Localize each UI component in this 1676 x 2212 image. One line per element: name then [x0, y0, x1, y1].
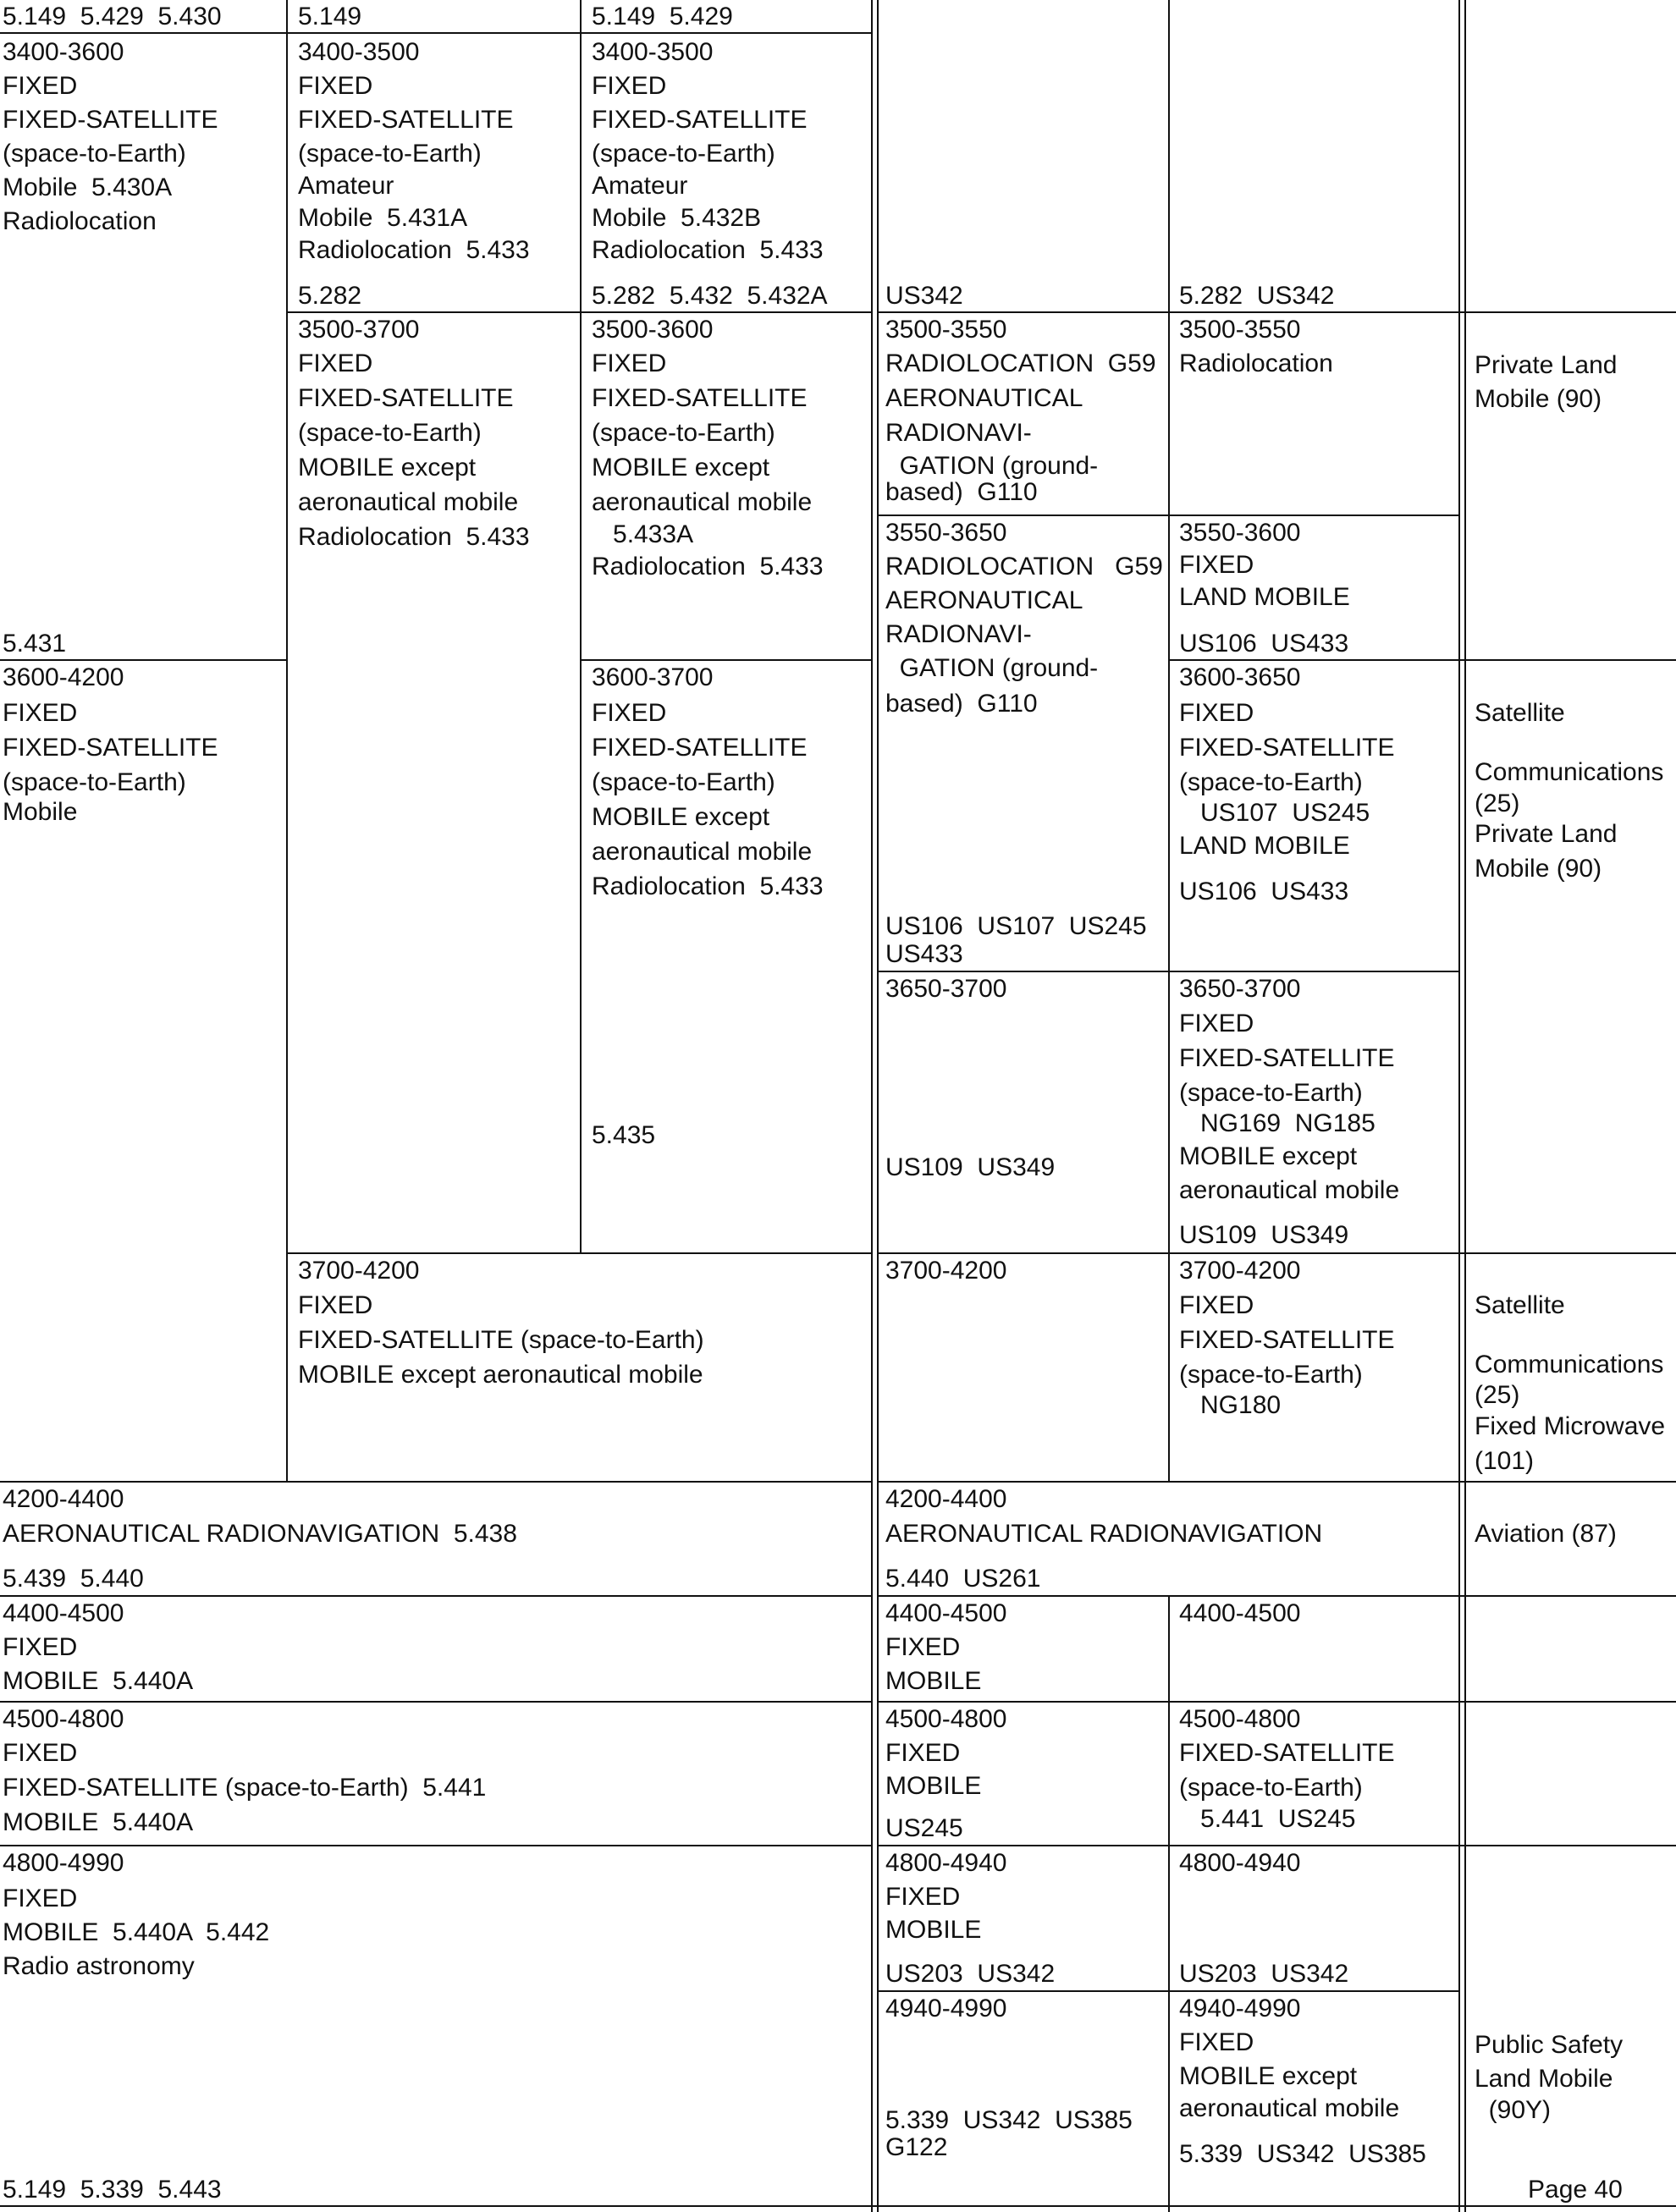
- cell-line: FIXED-SATELLITE: [1179, 734, 1395, 762]
- footnote-text: 5.282 US342: [1179, 282, 1335, 310]
- cell-line: 3550-3650: [885, 519, 1007, 547]
- cell-line: Aviation (87): [1475, 1520, 1617, 1548]
- footnote-text: US203 US342: [885, 1960, 1056, 1988]
- cell-line: (space-to-Earth): [1179, 1361, 1363, 1389]
- cell-line: FIXED: [592, 72, 667, 100]
- cell-line: Communications: [1475, 758, 1664, 786]
- cell-line: FIXED-SATELLITE: [1179, 1044, 1395, 1072]
- cell-line: (90Y): [1475, 2096, 1552, 2124]
- cell-line: NG180: [1179, 1391, 1282, 1419]
- cell-line: FIXED-SATELLITE: [298, 106, 514, 134]
- cell-line: Satellite: [1475, 1291, 1565, 1319]
- cell-line: GATION (ground-: [885, 452, 1099, 480]
- cell-line: Communications: [1475, 1351, 1664, 1378]
- cell-line: 3700-4200: [1179, 1257, 1301, 1285]
- cell-line: FIXED-SATELLITE (space-to-Earth) 5.441: [3, 1774, 487, 1802]
- cell-line: AERONAUTICAL: [885, 384, 1083, 412]
- col-divider: [877, 0, 879, 2212]
- cell-line: LAND MOBILE: [1179, 583, 1350, 611]
- cell-line: Radiolocation: [3, 207, 157, 235]
- footnote-text: 5.440 US261: [885, 1565, 1041, 1593]
- cell-line: FIXED-SATELLITE (space-to-Earth): [298, 1326, 704, 1354]
- cell-line: 4800-4940: [1179, 1849, 1301, 1877]
- footnote-text: 5.149 5.429: [592, 3, 733, 30]
- page-number: Page 40: [1528, 2176, 1623, 2204]
- cell-line: FIXED: [3, 1739, 78, 1767]
- cell-line: Land Mobile: [1475, 2065, 1613, 2093]
- footnote-text: US433: [885, 940, 963, 968]
- cell-line: 4800-4990: [3, 1849, 124, 1877]
- cell-line: 4940-4990: [1179, 1995, 1301, 2022]
- cell-line: FIXED: [1179, 699, 1254, 727]
- cell-line: FIXED: [3, 699, 78, 727]
- cell-line: MOBILE except aeronautical mobile: [298, 1361, 703, 1389]
- cell-line: Private Land: [1475, 820, 1618, 848]
- cell-line: (space-to-Earth): [298, 419, 482, 447]
- cell-line: Amateur: [592, 172, 688, 200]
- cell-line: 5.441 US245: [1179, 1805, 1356, 1833]
- cell-line: (space-to-Earth): [1179, 1774, 1363, 1802]
- cell-line: Mobile: [3, 798, 78, 826]
- cell-line: RADIONAVI-: [885, 620, 1032, 648]
- footnote-text: US106 US433: [1179, 878, 1349, 905]
- footnote-text: 5.339 US342 US385: [885, 2106, 1133, 2134]
- cell-line: Mobile 5.432B: [592, 204, 762, 232]
- cell-line: Mobile 5.431A: [298, 204, 468, 232]
- cell-line: FIXED: [3, 1633, 78, 1661]
- cell-line: 3600-3700: [592, 663, 714, 691]
- footnote-text: 5.149 5.339 5.443: [3, 2176, 222, 2204]
- cell-line: MOBILE except: [592, 803, 770, 831]
- cell-line: AERONAUTICAL RADIONAVIGATION 5.438: [3, 1520, 517, 1548]
- cell-line: Fixed Microwave: [1475, 1412, 1666, 1440]
- cell-line: FIXED: [298, 72, 373, 100]
- cell-line: MOBILE: [885, 1772, 982, 1800]
- cell-line: 3600-3650: [1179, 663, 1301, 691]
- cell-line: NG169 NG185: [1179, 1109, 1376, 1137]
- cell-line: (space-to-Earth): [1179, 768, 1363, 796]
- cell-line: Mobile (90): [1475, 385, 1602, 413]
- cell-line: 4400-4500: [885, 1599, 1007, 1627]
- cell-line: FIXED-SATELLITE: [1179, 1326, 1395, 1354]
- cell-line: FIXED: [885, 1739, 961, 1767]
- cell-line: 3500-3550: [885, 316, 1007, 344]
- footnote-text: US203 US342: [1179, 1960, 1349, 1988]
- cell-line: FIXED: [298, 349, 373, 377]
- footnote-text: G122: [885, 2133, 948, 2161]
- cell-line: Satellite: [1475, 699, 1565, 727]
- cell-line: GATION (ground-: [885, 654, 1099, 682]
- cell-line: FIXED: [592, 349, 667, 377]
- cell-line: (space-to-Earth): [298, 140, 482, 168]
- cell-line: Radiolocation: [1179, 349, 1333, 377]
- cell-line: FIXED: [885, 1883, 961, 1911]
- row-divider: [0, 2205, 1676, 2207]
- cell-line: AERONAUTICAL: [885, 586, 1083, 614]
- cell-line: 4800-4940: [885, 1849, 1007, 1877]
- cell-line: (space-to-Earth): [592, 140, 775, 168]
- cell-line: based) G110: [885, 478, 1038, 506]
- cell-line: 4400-4500: [1179, 1599, 1301, 1627]
- cell-line: MOBILE 5.440A 5.442: [3, 1918, 270, 1946]
- footnote-text: 5.282 5.432 5.432A: [592, 282, 828, 310]
- cell-line: (25): [1475, 790, 1520, 817]
- cell-line: (space-to-Earth): [592, 419, 775, 447]
- col-divider: [871, 0, 873, 2212]
- cell-line: MOBILE except: [298, 454, 477, 481]
- cell-line: FIXED-SATELLITE: [592, 734, 808, 762]
- cell-line: 3700-4200: [885, 1257, 1007, 1285]
- cell-line: 3500-3700: [298, 316, 420, 344]
- cell-line: MOBILE 5.440A: [3, 1808, 194, 1836]
- cell-line: 3700-4200: [298, 1257, 420, 1285]
- cell-line: 4400-4500: [3, 1599, 124, 1627]
- cell-line: Radio astronomy: [3, 1952, 195, 1980]
- cell-line: 3400-3500: [592, 38, 714, 66]
- col-divider: [286, 0, 288, 1481]
- cell-line: aeronautical mobile: [592, 488, 813, 516]
- cell-line: FIXED: [3, 1885, 78, 1912]
- footnote-text: 5.435: [592, 1121, 656, 1149]
- footnote-text: US342: [885, 282, 963, 310]
- cell-line: MOBILE: [885, 1667, 982, 1695]
- col-divider: [580, 0, 582, 1252]
- cell-line: MOBILE except: [592, 454, 770, 481]
- cell-line: 4500-4800: [885, 1705, 1007, 1733]
- cell-line: FIXED: [3, 72, 78, 100]
- footnote-text: 5.149: [298, 3, 362, 30]
- footnote-text: US109 US349: [1179, 1221, 1349, 1249]
- footnote-text: US106 US433: [1179, 630, 1349, 658]
- cell-line: aeronautical mobile: [592, 838, 813, 866]
- cell-line: FIXED-SATELLITE: [3, 106, 218, 134]
- cell-line: 3650-3700: [1179, 975, 1301, 1003]
- cell-line: RADIONAVI-: [885, 419, 1032, 447]
- cell-line: MOBILE: [885, 1916, 982, 1944]
- cell-line: 4500-4800: [3, 1705, 124, 1733]
- cell-line: FIXED: [1179, 1010, 1254, 1037]
- cell-line: Public Safety: [1475, 2031, 1624, 2059]
- cell-line: 3550-3600: [1179, 519, 1301, 547]
- cell-line: FIXED-SATELLITE: [592, 106, 808, 134]
- cell-line: (space-to-Earth): [3, 140, 186, 168]
- cell-line: based) G110: [885, 690, 1038, 718]
- cell-line: FIXED-SATELLITE: [3, 734, 218, 762]
- cell-line: aeronautical mobile: [298, 488, 519, 516]
- cell-line: FIXED: [592, 699, 667, 727]
- row-divider: [0, 1701, 871, 1703]
- footnote-text: 5.431: [3, 630, 67, 658]
- cell-line: 3500-3550: [1179, 316, 1301, 344]
- cell-line: FIXED: [1179, 551, 1254, 579]
- footnote-text: US245: [885, 1814, 963, 1842]
- cell-line: (101): [1475, 1447, 1535, 1475]
- cell-line: 3400-3600: [3, 38, 124, 66]
- footnote-text: 5.439 5.440: [3, 1565, 144, 1593]
- col-divider: [1458, 0, 1460, 2212]
- cell-line: FIXED: [885, 1633, 961, 1661]
- cell-line: FIXED-SATELLITE: [298, 384, 514, 412]
- cell-line: AERONAUTICAL RADIONAVIGATION: [885, 1520, 1323, 1548]
- cell-line: MOBILE except: [1179, 1142, 1358, 1170]
- cell-line: 4200-4400: [3, 1485, 124, 1513]
- cell-line: 3400-3500: [298, 38, 420, 66]
- cell-line: Radiolocation 5.433: [592, 236, 824, 264]
- footnote-text: 5.282: [298, 282, 362, 310]
- cell-line: 4940-4990: [885, 1995, 1007, 2022]
- cell-line: 3650-3700: [885, 975, 1007, 1003]
- cell-line: Radiolocation 5.433: [298, 236, 530, 264]
- cell-line: 3600-4200: [3, 663, 124, 691]
- cell-line: Amateur: [298, 172, 394, 200]
- cell-line: Radiolocation 5.433: [592, 872, 824, 900]
- row-divider: [0, 1481, 871, 1483]
- cell-line: LAND MOBILE: [1179, 832, 1350, 860]
- cell-line: 4200-4400: [885, 1485, 1007, 1513]
- cell-line: FIXED: [1179, 1291, 1254, 1319]
- cell-line: (space-to-Earth): [3, 768, 186, 796]
- footnote-text: US109 US349: [885, 1153, 1056, 1181]
- footnote-text: 5.149 5.429 5.430: [3, 3, 222, 30]
- cell-line: MOBILE 5.440A: [3, 1667, 194, 1695]
- col-divider: [1168, 0, 1170, 1481]
- cell-line: FIXED-SATELLITE: [592, 384, 808, 412]
- cell-line: RADIOLOCATION G59: [885, 349, 1156, 377]
- cell-line: 3500-3600: [592, 316, 714, 344]
- col-divider: [1464, 0, 1466, 2212]
- cell-line: FIXED-SATELLITE: [1179, 1739, 1395, 1767]
- cell-line: aeronautical mobile: [1179, 2094, 1400, 2122]
- cell-line: 5.433A: [592, 520, 694, 548]
- cell-line: Radiolocation 5.433: [298, 523, 530, 551]
- cell-line: (space-to-Earth): [592, 768, 775, 796]
- cell-line: 4500-4800: [1179, 1705, 1301, 1733]
- cell-line: FIXED: [298, 1291, 373, 1319]
- cell-line: FIXED: [1179, 2028, 1254, 2056]
- cell-line: US107 US245: [1179, 799, 1370, 827]
- cell-line: Mobile 5.430A: [3, 173, 173, 201]
- footnote-text: US106 US107 US245: [885, 912, 1147, 940]
- col-divider: [1168, 1595, 1170, 2212]
- footnote-text: 5.339 US342 US385: [1179, 2140, 1426, 2168]
- cell-line: MOBILE except: [1179, 2062, 1358, 2090]
- cell-line: (space-to-Earth): [1179, 1079, 1363, 1107]
- cell-line: (25): [1475, 1381, 1520, 1409]
- cell-line: Mobile (90): [1475, 855, 1602, 883]
- cell-line: Radiolocation 5.433: [592, 553, 824, 581]
- cell-line: Private Land: [1475, 351, 1618, 379]
- row-divider: [0, 1845, 871, 1846]
- cell-line: RADIOLOCATION G59: [885, 553, 1163, 581]
- cell-line: aeronautical mobile: [1179, 1176, 1400, 1204]
